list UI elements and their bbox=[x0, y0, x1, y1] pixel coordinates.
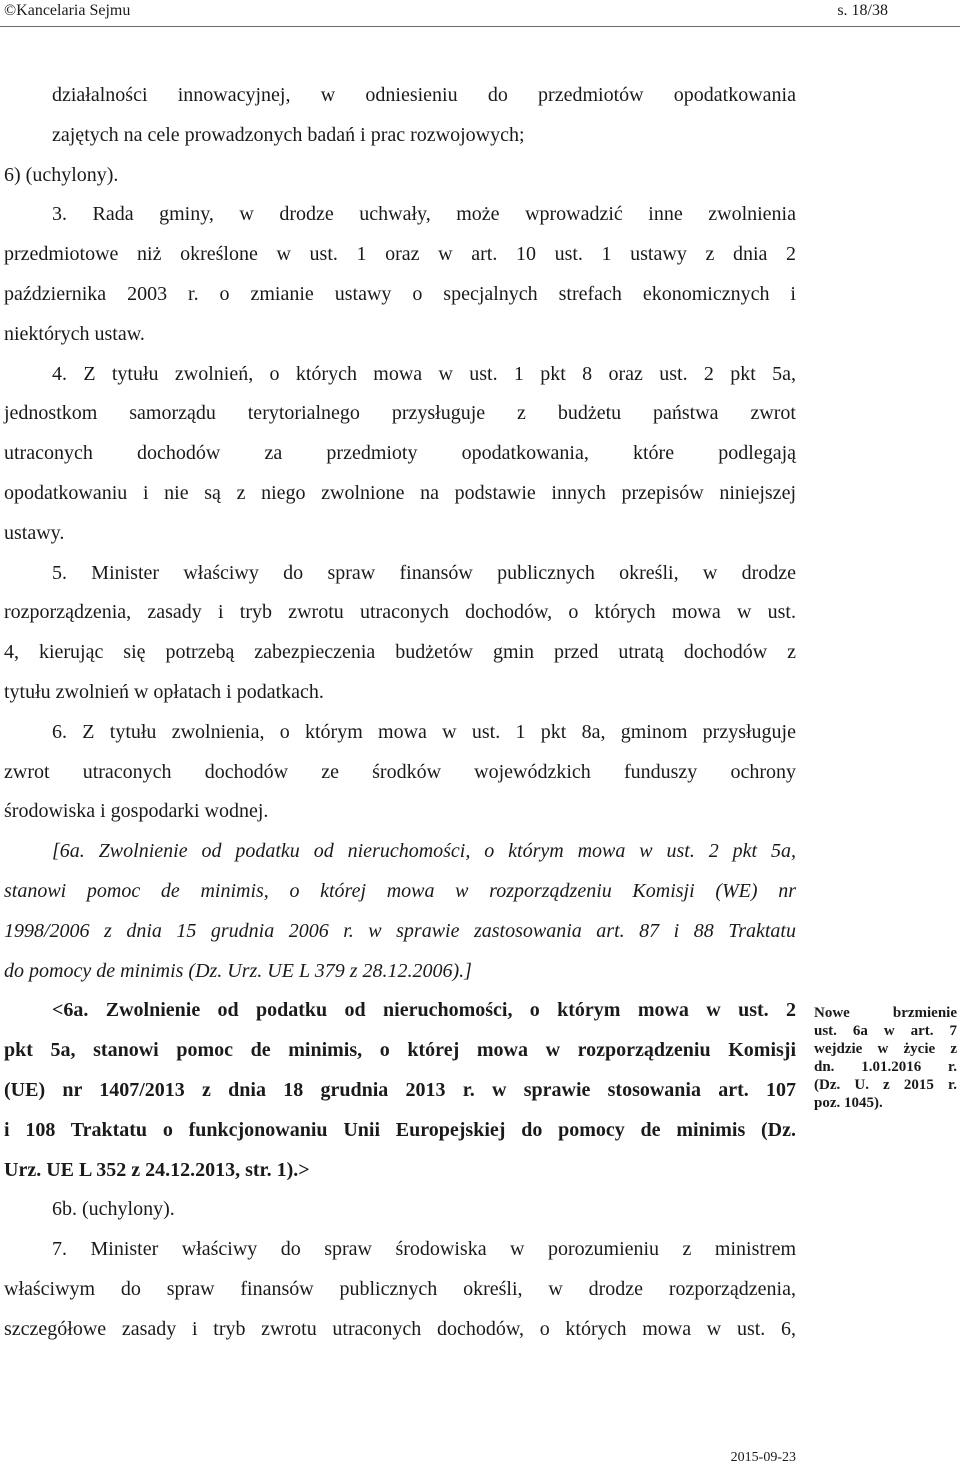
text-line: zajętych na cele prowadzonych badań i prac rozwojowych; bbox=[52, 123, 525, 146]
text-line: pkt 5a, stanowi pomoc de minimis, o której mowa w rozporządzeniu Komisji bbox=[4, 1039, 796, 1062]
text-line: 7. Minister właściwy do spraw środowiska w porozumieniu z ministrem bbox=[52, 1238, 796, 1261]
text-line: i 108 Traktatu o funkcjonowaniu Unii Europejskiej do pomocy de minimis (Dz. bbox=[4, 1118, 796, 1141]
text-line: tytułu zwolnień w opłatach i podatkach. bbox=[4, 681, 324, 703]
text-line: 3. Rada gminy, w drodze uchwały, może wprowadzić inne zwolnienia bbox=[52, 203, 796, 226]
text-line: stanowi pomoc de minimis, o której mowa w rozporządzeniu Komisji (WE) nr bbox=[4, 880, 796, 902]
text-line: 6b. (uchylony). bbox=[52, 1198, 175, 1221]
text-line: niektórych ustaw. bbox=[4, 322, 145, 345]
side-note-line: (Dz. U. z 2015 r. bbox=[814, 1077, 957, 1093]
header-page-number: s. 18/38 bbox=[837, 2, 888, 19]
text-line: 4, kierując się potrzebą zabezpieczenia budżetów gmin przed utratą dochodów z bbox=[4, 641, 796, 664]
text-line: października 2003 r. o zmianie ustawy o specjalnych strefach ekonomicznych i bbox=[4, 283, 796, 305]
text-line: <6a. Zwolnienie od podatku od nieruchomości, o którym mowa w ust. 2 bbox=[52, 999, 796, 1022]
text-line: środowiska i gospodarki wodnej. bbox=[4, 800, 269, 823]
side-note-line: dn. 1.01.2016 r. bbox=[814, 1059, 957, 1075]
footer-date: 2015-09-23 bbox=[730, 1450, 796, 1465]
text-line: przedmiotowe niż określone w ust. 1 oraz w art. 10 ust. 1 ustawy z dnia 2 bbox=[4, 243, 796, 266]
text-line: (UE) nr 1407/2013 z dnia 18 grudnia 2013 r. w sprawie stosowania art. 107 bbox=[4, 1079, 796, 1101]
text-line: utraconych dochodów za przedmioty opodatkowania, które podlegają bbox=[4, 442, 796, 465]
text-line: 6) (uchylony). bbox=[4, 163, 119, 186]
text-line: 4. Z tytułu zwolnień, o których mowa w ust. 1 pkt 8 oraz ust. 2 pkt 5a, bbox=[52, 362, 796, 385]
text-line: 6. Z tytułu zwolnienia, o którym mowa w ust. 1 pkt 8a, gminom przysługuje bbox=[52, 720, 796, 743]
side-note-line: wejdzie w życie z bbox=[814, 1041, 957, 1057]
text-line: opodatkowaniu i nie są z niego zwolnione na podstawie innych przepisów niniejszej bbox=[4, 482, 796, 504]
page-header bbox=[0, 0, 960, 27]
side-note bbox=[814, 1004, 957, 1112]
text-line: jednostkom samorządu terytorialnego przysługuje z budżetu państwa zwrot bbox=[4, 402, 796, 425]
text-line: [6a. Zwolnienie od podatku od nieruchomości, o którym mowa w ust. 2 pkt 5a, bbox=[52, 840, 796, 863]
text-line: zwrot utraconych dochodów ze środków wojewódzkich funduszy ochrony bbox=[4, 760, 796, 783]
text-line: szczegółowe zasady i tryb zwrotu utraconych dochodów, o których mowa w ust. 6, bbox=[4, 1317, 796, 1340]
side-note-line: Nowe brzmienie bbox=[814, 1005, 957, 1021]
text-line: Urz. UE L 352 z 24.12.2013, str. 1).> bbox=[4, 1158, 310, 1181]
header-source: ©Kancelaria Sejmu bbox=[4, 2, 131, 19]
text-line: 5. Minister właściwy do spraw finansów publicznych określi, w drodze bbox=[52, 561, 796, 584]
side-note-line: poz. 1045). bbox=[814, 1095, 883, 1111]
text-line: do pomocy de minimis (Dz. Urz. UE L 379 z 28.12.2006).] bbox=[4, 959, 472, 982]
text-line: ustawy. bbox=[4, 521, 65, 544]
text-line: rozporządzenia, zasady i tryb zwrotu utraconych dochodów, o których mowa w ust. bbox=[4, 601, 796, 624]
text-line: właściwym do spraw finansów publicznych określi, w drodze rozporządzenia, bbox=[4, 1278, 796, 1300]
text-line: działalności innowacyjnej, w odniesieniu do przedmiotów opodatkowania bbox=[52, 84, 796, 106]
side-note-line: ust. 6a w art. 7 bbox=[814, 1023, 957, 1039]
text-line: 1998/2006 z dnia 15 grudnia 2006 r. w sprawie zastosowania art. 87 i 88 Traktatu bbox=[4, 919, 796, 942]
